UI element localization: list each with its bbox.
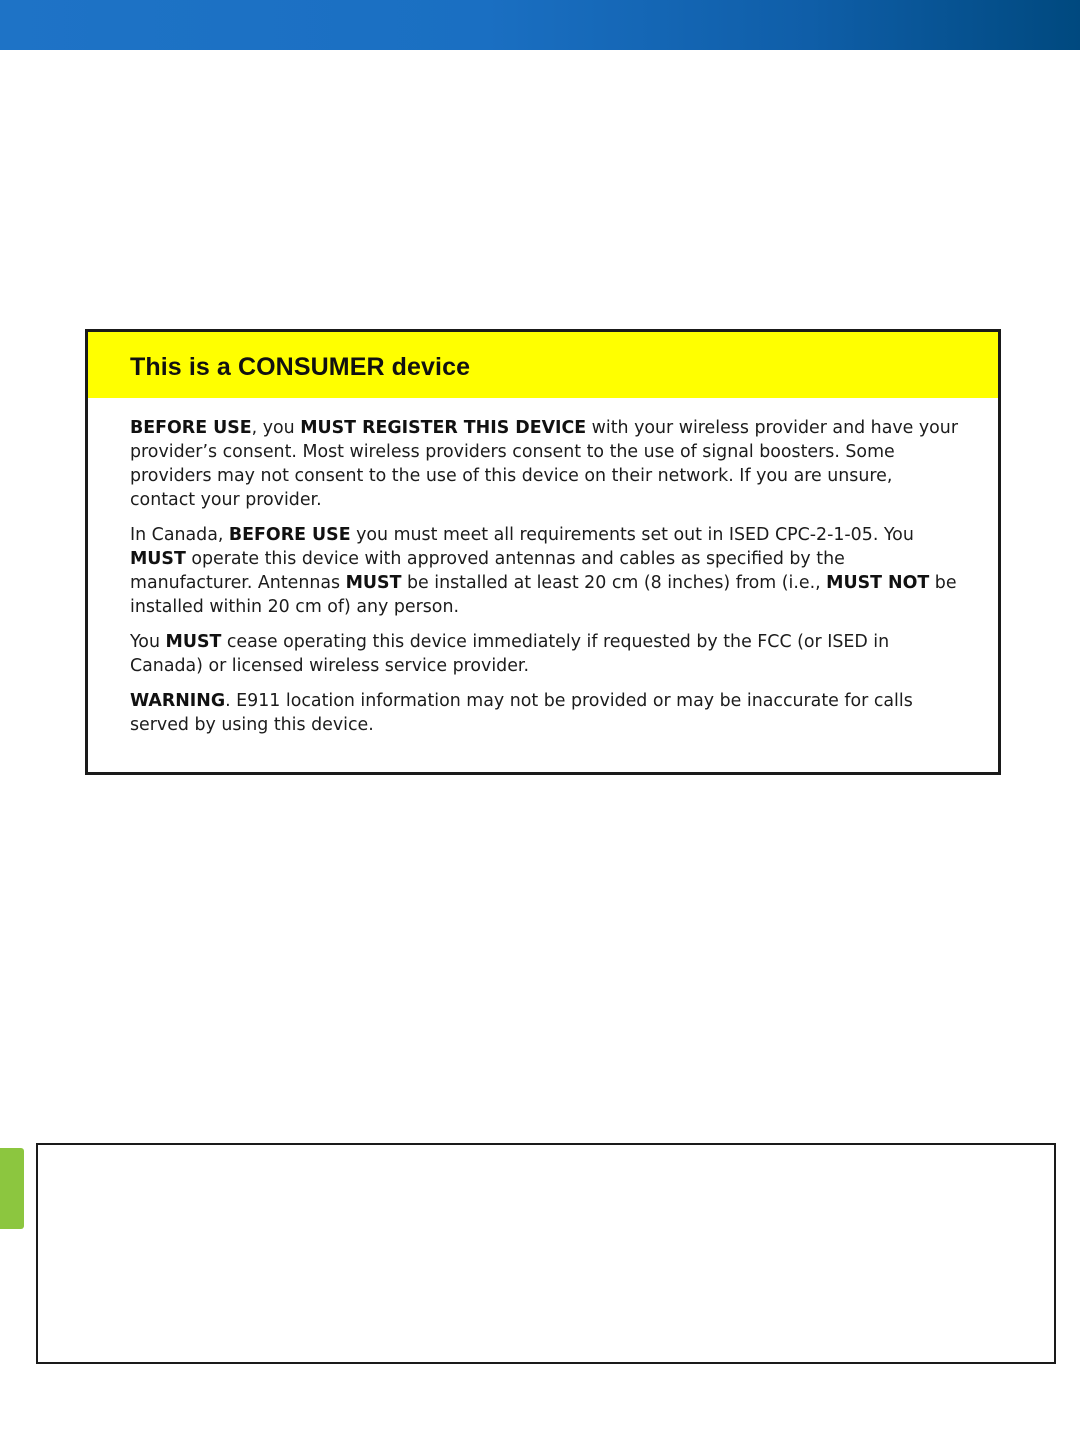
emphasis: BEFORE USE bbox=[228, 525, 351, 545]
emphasis: MUST bbox=[130, 549, 186, 569]
emphasis: MUST REGISTER THIS DEVICE bbox=[300, 418, 587, 438]
text: operate this device with approved antennas and cables as specified by the manufacturer. Antennas bbox=[130, 549, 845, 593]
cease-operation-paragraph bbox=[130, 630, 958, 678]
notice-title: This is a CONSUMER device bbox=[130, 352, 471, 381]
text: be installed at least 20 cm (8 inches) from (i.e., bbox=[401, 573, 827, 593]
canada-paragraph bbox=[130, 523, 958, 619]
consumer-device-notice bbox=[85, 329, 1001, 775]
emphasis: WARNING bbox=[130, 691, 226, 711]
emphasis: MUST bbox=[165, 632, 222, 652]
registration-paragraph bbox=[130, 416, 958, 512]
emphasis: BEFORE USE bbox=[130, 418, 252, 438]
notice-body bbox=[88, 398, 998, 737]
side-tab-marker bbox=[0, 1148, 24, 1229]
text: You bbox=[130, 632, 166, 652]
text: with your wireless provider and have your provider’s consent. Most wireless providers consent to the use of signal boosters. Some providers may not consent to the use of this device on their network. If you are unsure, contact your provider. bbox=[130, 418, 958, 510]
notice-header bbox=[88, 332, 998, 398]
text: , you bbox=[251, 418, 301, 438]
text: In Canada, bbox=[130, 525, 229, 545]
text: you must meet all requirements set out in ISED CPC-2-1-05. You bbox=[350, 525, 914, 545]
text: . E911 location information may not be provided or may be inaccurate for calls served by using this device. bbox=[130, 691, 913, 735]
empty-bordered-box bbox=[36, 1143, 1056, 1364]
text: be installed within 20 cm of) any person. bbox=[130, 573, 957, 617]
emphasis: MUST bbox=[345, 573, 402, 593]
text: cease operating this device immediately if requested by the FCC (or ISED in Canada) or licensed wireless service provider. bbox=[130, 632, 890, 676]
header-bar bbox=[0, 0, 1080, 50]
emphasis: MUST NOT bbox=[826, 573, 930, 593]
warning-paragraph bbox=[130, 689, 958, 737]
